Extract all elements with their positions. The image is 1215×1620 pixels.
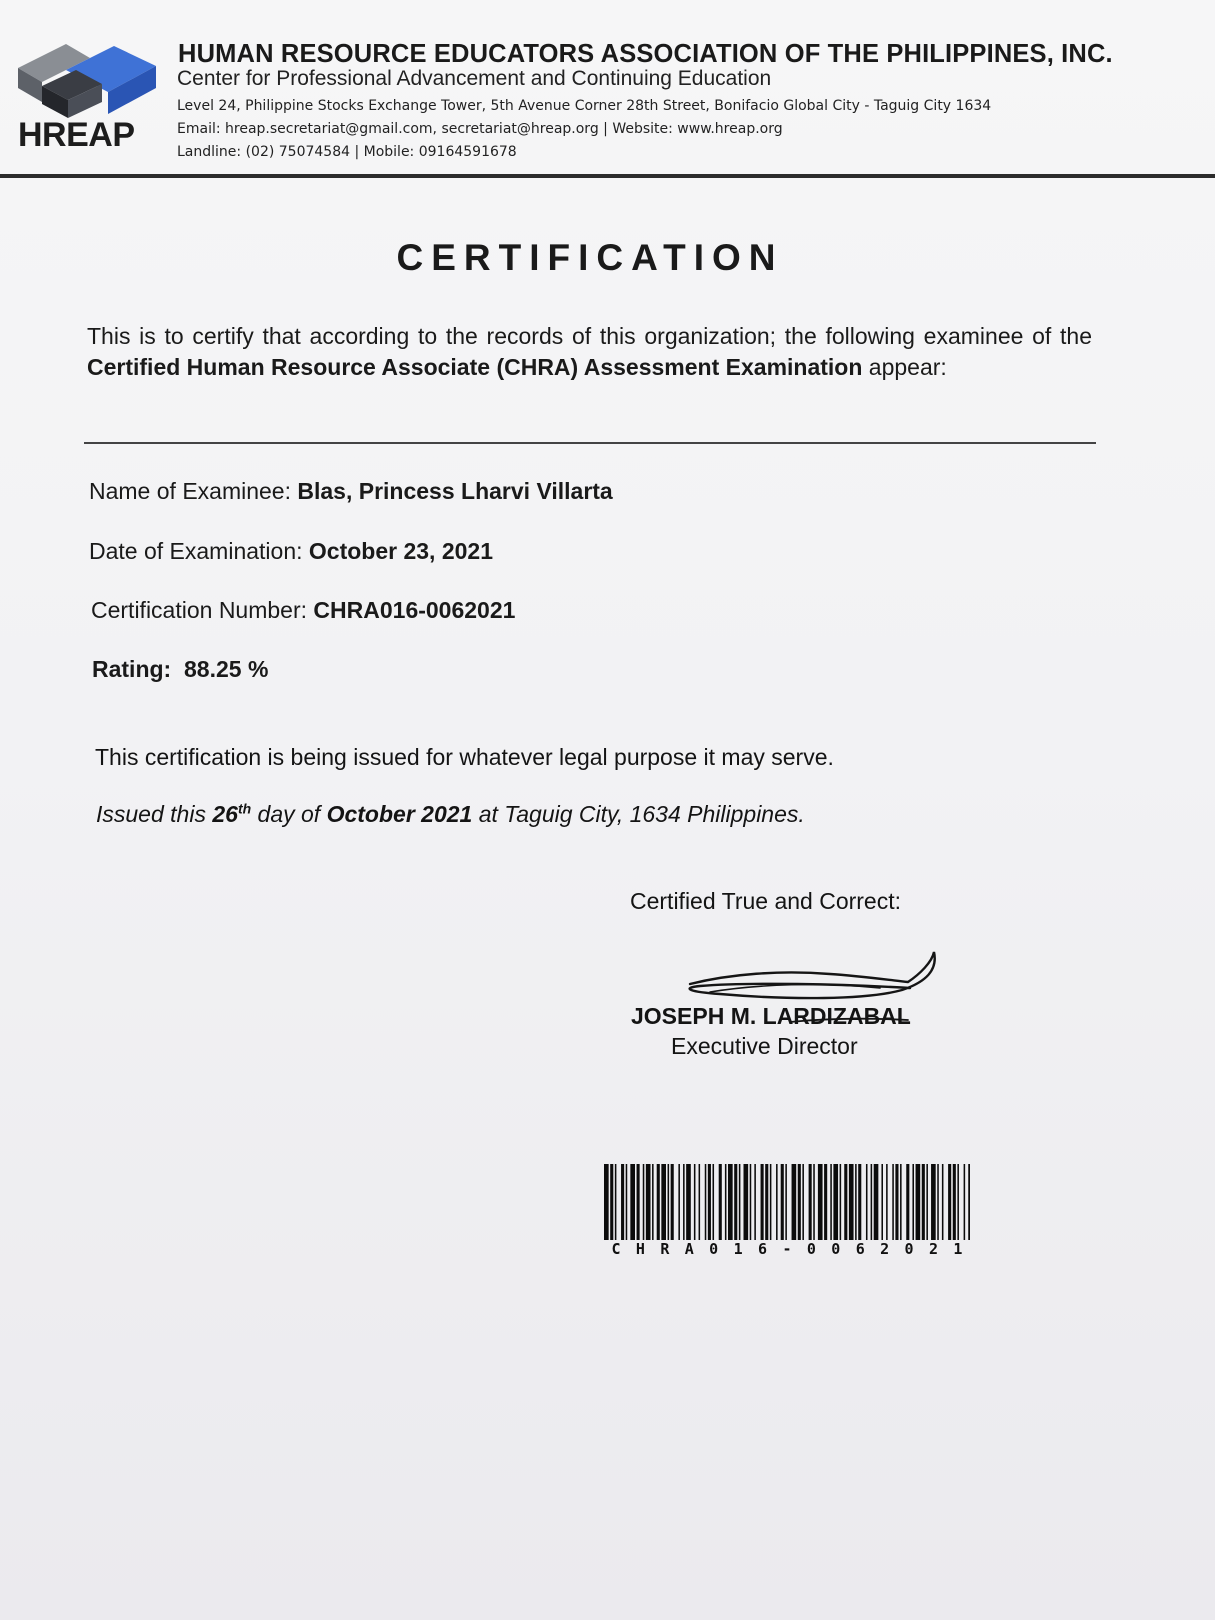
issued-mid: day of [251,801,327,827]
barcode-char: 1 [733,1240,743,1258]
signer-name: JOSEPH M. LARDIZABAL [631,1003,911,1029]
document-title: CERTIFICATION [396,237,784,278]
logo-text: HREAP [18,116,135,154]
barcode-char: 2 [928,1240,938,1258]
barcode-char: 0 [831,1240,841,1258]
certification-number-row [91,597,515,624]
barcode-number [604,1240,970,1258]
issued-day-suffix: th [237,800,252,817]
certification-number-value: CHRA016-0062021 [313,597,516,623]
barcode-char: 0 [806,1240,816,1258]
certified-label: Certified True and Correct: [630,888,902,914]
exam-date-label: Date of Examination: [89,538,309,564]
certification-number-label: Certification Number: [91,597,314,623]
rating-value: 88.25 % [184,656,269,682]
intro-text-before: This is to certify that according to the records of this organization; the following examinee of the [87,323,1092,349]
issued-day: 26 [212,801,238,827]
exam-name: Certified Human Resource Associate (CHRA) Assessment Examination [87,354,863,380]
organization-email-website: Email: hreap.secretariat@gmail.com, secretariat@hreap.org | Website: www.hreap.org [177,121,783,137]
barcode-char: 2 [880,1240,890,1258]
issued-prefix: Issued this [96,801,213,827]
examinee-name-value: Blas, Princess Lharvi Villarta [297,478,613,504]
barcode-char: 0 [904,1240,914,1258]
barcode-char: 6 [758,1240,768,1258]
barcode-char: - [782,1240,792,1258]
barcode-char: A [684,1240,694,1258]
examinee-name-label: Name of Examinee: [89,478,298,504]
section-divider [84,442,1096,444]
issued-statement [96,801,805,828]
exam-date-value: October 23, 2021 [308,538,494,564]
exam-date-row [89,538,493,565]
intro-text-after: appear: [862,354,947,380]
barcode-char: 0 [709,1240,719,1258]
organization-address: Level 24, Philippine Stocks Exchange Tower, 5th Avenue Corner 28th Street, Bonifacio Global City - Taguig City 1634 [177,98,992,114]
letterhead-divider [0,174,1215,178]
organization-phone: Landline: (02) 75074584 | Mobile: 09164591678 [177,144,517,160]
barcode-char: 6 [855,1240,865,1258]
barcode-char: 1 [953,1240,963,1258]
examinee-name-row [89,478,613,505]
organization-subtitle: Center for Professional Advancement and Continuing Education [177,67,772,90]
barcode-char: R [660,1240,670,1258]
rating-row [92,656,268,683]
intro-paragraph [87,321,1092,383]
issued-suffix: at Taguig City, 1634 Philippines. [472,801,805,827]
barcode-char: H [635,1240,645,1258]
purpose-statement: This certification is being issued for whatever legal purpose it may serve. [95,744,834,770]
rating-label: Rating: [92,656,184,682]
barcode-char: C [611,1240,621,1258]
barcode-icon [604,1164,970,1240]
issued-month-year: October 2021 [326,801,473,827]
signer-title: Executive Director [671,1033,858,1059]
organization-name: HUMAN RESOURCE EDUCATORS ASSOCIATION OF THE PHILIPPINES, INC. [178,40,1113,68]
